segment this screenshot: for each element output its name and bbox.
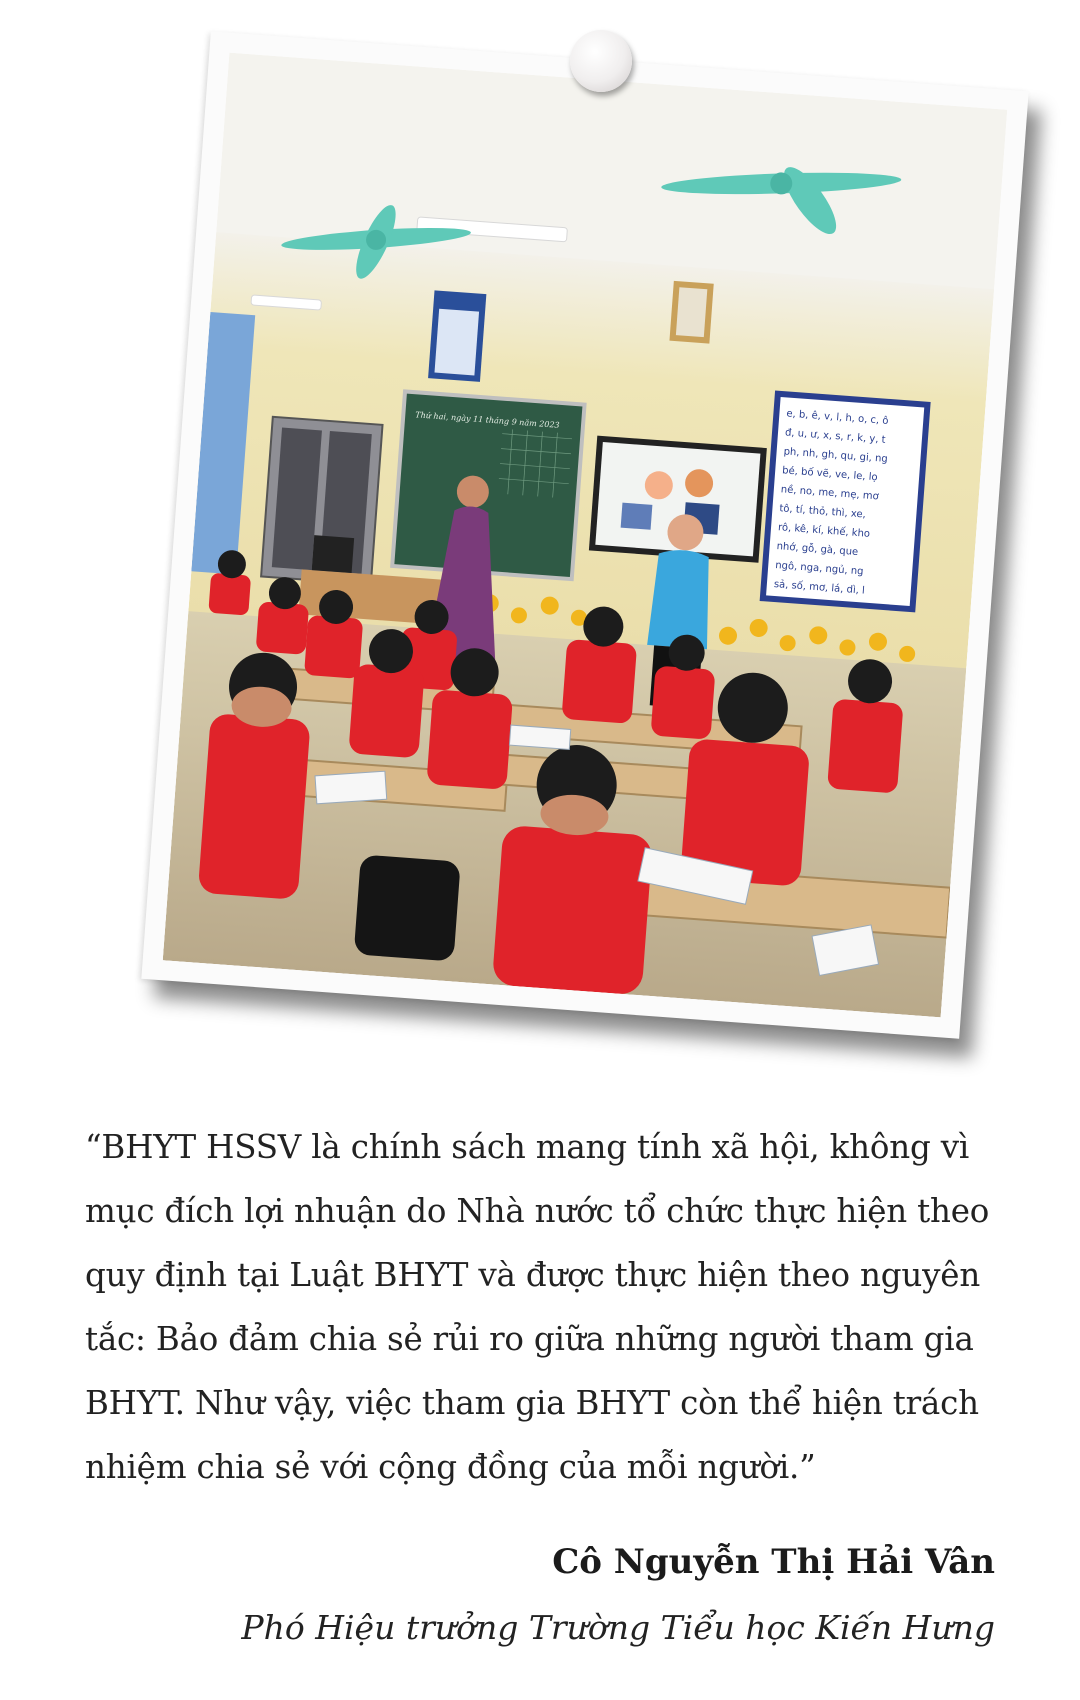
svg-text:đ, u, ư, x, s, r, k, y, t: đ, u, ư, x, s, r, k, y, t — [784, 427, 886, 446]
quote-text: “BHYT HSSV là chính sách mang tính xã hội, không vì mục đích lợi nhuận do Nhà nước tổ chức thực hiện theo quy định tại Luật BHYT và được thực hiện theo nguyên tắc: Bảo đảm chia sẻ rủi ro giữa những người tham gia BHYT. Như vậy, việc tham gia BHYT còn thể hiện trách nhiệm chia sẻ với cộng đồng của mỗi người.” — [85, 1128, 990, 1486]
open-book — [315, 771, 387, 804]
classroom-illustration — [163, 53, 1008, 1018]
polaroid-card — [141, 31, 1028, 1039]
svg-text:nhớ, gỗ, gà, que: nhớ, gỗ, gà, que — [776, 541, 859, 559]
author-title: Phó Hiệu trưởng Trường Tiểu học Kiến Hưng — [241, 1608, 995, 1647]
polaroid-photo-frame — [115, 10, 1065, 1075]
svg-text:ph, nh, gh, qu, gi, ng: ph, nh, gh, qu, gi, ng — [783, 446, 889, 465]
author-name: Cô Nguyễn Thị Hải Vân — [552, 1542, 995, 1582]
pushpin-icon — [570, 30, 632, 92]
open-book — [509, 725, 570, 749]
svg-text:bé, bố vẽ, ve, le, lọ: bé, bố vẽ, ve, le, lọ — [781, 465, 878, 484]
svg-text:ngô, nga, ngủ, ng: ngô, nga, ngủ, ng — [774, 560, 864, 578]
svg-text:nề, no, me, mẹ, mơ: nề, no, me, mẹ, mơ — [780, 484, 880, 503]
letter-chart — [763, 394, 928, 609]
svg-text:tô, tí, thỏ, thì, xe,: tô, tí, thỏ, thì, xe, — [779, 503, 867, 521]
svg-text:sả, số, mơ, lá, dì, l: sả, số, mơ, lá, dì, l — [773, 578, 866, 597]
svg-text:e, b, ê, v, l, h, o, c, ô: e, b, ê, v, l, h, o, c, ô — [786, 408, 889, 427]
backpack — [354, 854, 461, 961]
svg-text:rô, kê, kí, khế, kho: rô, kê, kí, khế, kho — [777, 522, 871, 540]
classroom-photo — [163, 53, 1008, 1018]
svg-text:Thứ hai, ngày 11 tháng 9 năm 2: Thứ hai, ngày 11 tháng 9 năm 2023 — [415, 410, 560, 430]
